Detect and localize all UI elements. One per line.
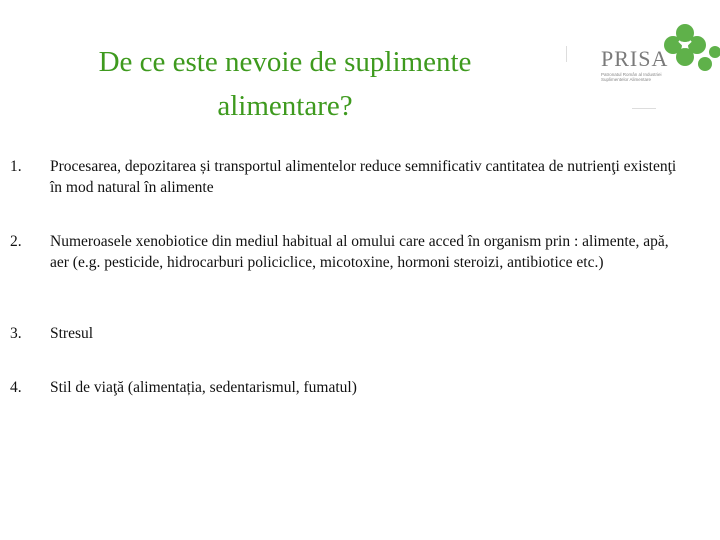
slide-title-line1: De ce este nevoie de suplimente xyxy=(98,46,472,78)
item-number: 1. xyxy=(10,158,22,175)
slide-title xyxy=(30,40,540,128)
item-text: Stil de viaţă (alimentația, sedentarismul, fumatul) xyxy=(50,379,357,396)
logo-wordmark: PRISA xyxy=(601,46,669,71)
item-text: Procesarea, depozitarea și transportul alimentelor reduce semnificativ cantitatea de nutrienţi existenţi în mod natural în alimente xyxy=(50,158,677,196)
prisa-logo xyxy=(593,22,720,102)
divider xyxy=(632,108,656,109)
slide-title-line2: alimentare? xyxy=(217,90,353,122)
item-number: 4. xyxy=(10,379,22,396)
item-text: Stresul xyxy=(50,325,94,342)
logo-subtitle: Patronatul Român al Industriei Suplimentelor Alimentare xyxy=(601,72,662,82)
divider xyxy=(566,46,567,62)
item-text: Numeroasele xenobiotice din mediul habitual al omului care acced în organism prin : alimente, apă, aer (e.g. pesticide, hidrocarburi policiclice, micotoxine, hormoni steroizi, antibiotice etc.) xyxy=(50,233,669,271)
item-number: 2. xyxy=(10,233,22,250)
item-number: 3. xyxy=(10,325,22,342)
